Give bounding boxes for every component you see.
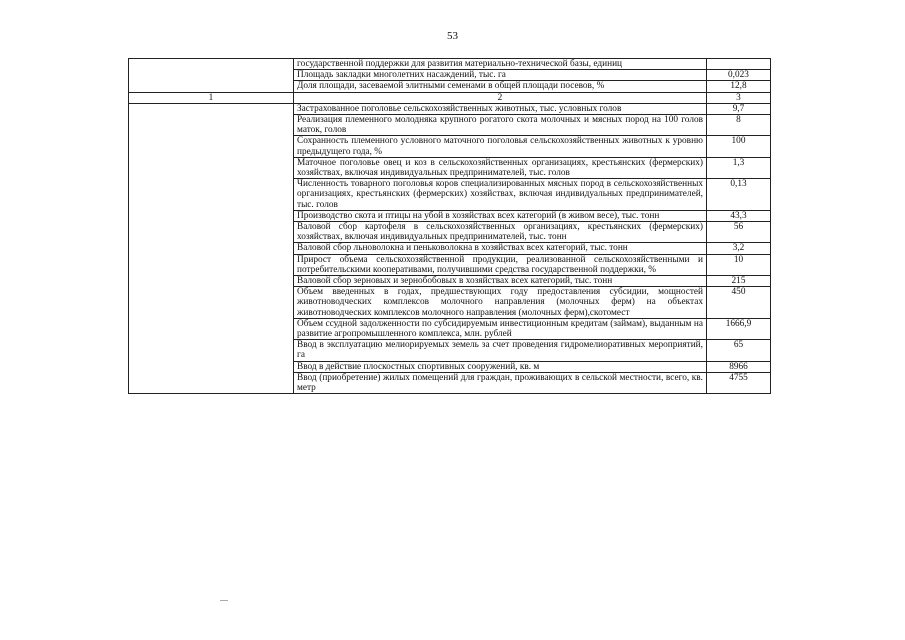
value-cell: 10	[707, 254, 771, 275]
value-cell: 1,3	[707, 157, 771, 178]
value-cell: 56	[707, 222, 771, 243]
column-number-row	[129, 92, 771, 103]
indicator-cell: Валовой сбор льноволокна и пеньковолокна в хозяйствах всех категорий, тыс. тонн	[294, 243, 707, 254]
indicator-cell: Реализация племенного молодняка крупного рогатого скота молочных и мясных пород на 100 голов маток, голов	[294, 115, 707, 136]
value-cell: 215	[707, 276, 771, 287]
indicator-cell: Площадь закладки многолетних насаждений, тыс. га	[294, 70, 707, 81]
value-cell: 9,7	[707, 103, 771, 114]
column-number: 2	[294, 92, 707, 103]
indicator-cell: Сохранность племенного условного маточного поголовья сельскохозяйственных животных к уровню предыдущего года, %	[294, 136, 707, 157]
indicator-cell: Застрахованное поголовье сельскохозяйственных животных, тыс. условных голов	[294, 103, 707, 114]
indicator-cell: Валовой сбор картофеля в сельскохозяйственных организациях, крестьянских (фермерских) хозяйствах, включая индивидуальных предпринимателей, тыс. тонн	[294, 222, 707, 243]
indicator-cell: Объем ссудной задолженности по субсидируемым инвестиционным кредитам (займам), выданным на развитие агропромышленного комплекса, млн. рублей	[294, 318, 707, 339]
value-cell	[707, 59, 771, 70]
value-cell: 43,3	[707, 210, 771, 221]
group-cell	[129, 59, 294, 93]
indicator-cell: Доля площади, засеваемой элитными семенами в общей площади посевов, %	[294, 81, 707, 92]
indicator-cell: Объем введенных в годах, предшествующих году предоставления субсидии, мощностей животноводческих комплексов молочного направления (молочных ферм) на объектах животноводческих комплексов молочного направления (молочных ферм),скотомест	[294, 287, 707, 319]
value-cell: 1666,9	[707, 318, 771, 339]
value-cell: 8966	[707, 361, 771, 372]
column-number: 3	[707, 92, 771, 103]
scan-mark	[220, 600, 228, 601]
indicator-cell: Ввод (приобретение) жилых помещений для граждан, проживающих в сельской местности, всего, кв. метр	[294, 372, 707, 393]
indicator-cell: Прирост объема сельскохозяйственной продукции, реализованной сельскохозяйственными и потребительскими кооперативами, получившими средства государственной поддержки, %	[294, 254, 707, 275]
indicators-table	[128, 58, 771, 394]
indicator-cell: Ввод в действие плоскостных спортивных сооружений, кв. м	[294, 361, 707, 372]
value-cell: 3,2	[707, 243, 771, 254]
page-number: 53	[447, 30, 458, 42]
table-row	[129, 59, 771, 70]
value-cell: 4755	[707, 372, 771, 393]
value-cell: 450	[707, 287, 771, 319]
value-cell: 0,023	[707, 70, 771, 81]
indicator-cell: Производство скота и птицы на убой в хозяйствах всех категорий (в живом весе), тыс. тонн	[294, 210, 707, 221]
group-cell	[129, 103, 294, 393]
indicator-cell: государственной поддержки для развития материально-технической базы, единиц	[294, 59, 707, 70]
column-number: 1	[129, 92, 294, 103]
value-cell: 100	[707, 136, 771, 157]
value-cell: 0,13	[707, 179, 771, 211]
indicator-cell: Ввод в эксплуатацию мелиорируемых земель за счет проведения гидромелиоративных мероприятий, га	[294, 340, 707, 361]
indicator-cell: Численность товарного поголовья коров специализированных мясных пород в сельскохозяйственных организациях, крестьянских (фермерских) хозяйствах, включая индивидуальных предпринимателей, тыс. голов	[294, 179, 707, 211]
indicator-cell: Маточное поголовье овец и коз в сельскохозяйственных организациях, крестьянских (фермерских) хозяйствах, включая индивидуальных предпринимателей, тыс. голов	[294, 157, 707, 178]
value-cell: 8	[707, 115, 771, 136]
value-cell: 65	[707, 340, 771, 361]
table-row	[129, 103, 771, 114]
indicator-cell: Валовой сбор зерновых и зернобобовых в хозяйствах всех категорий, тыс. тонн	[294, 276, 707, 287]
value-cell: 12,8	[707, 81, 771, 92]
